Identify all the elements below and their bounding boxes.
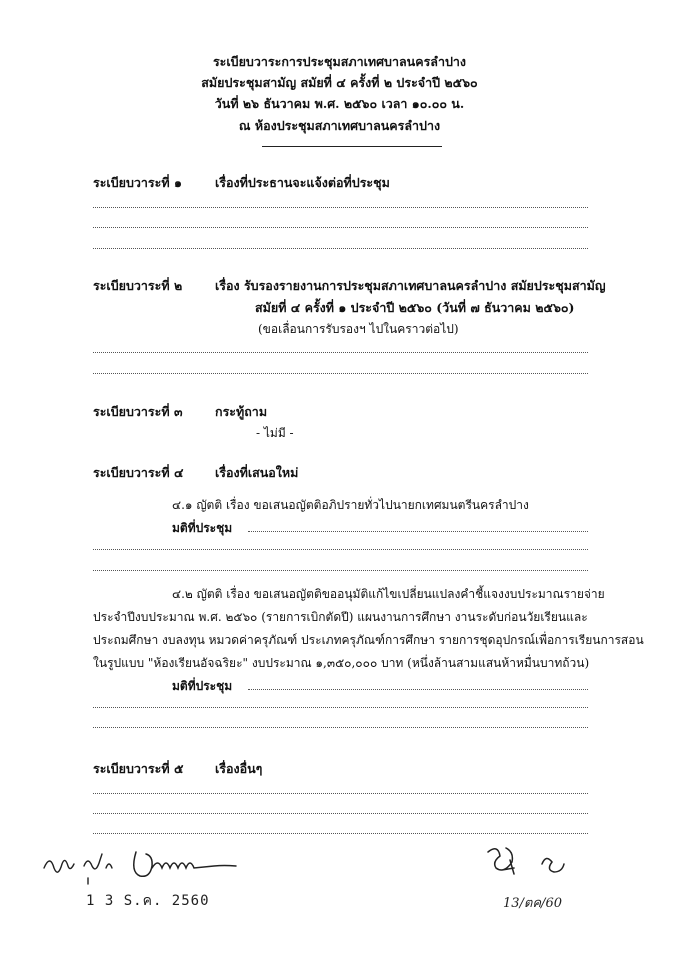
agenda-5-label: ระเบียบวาระที่ ๕	[93, 761, 184, 776]
blank-line	[93, 248, 588, 249]
blank-line	[93, 727, 588, 728]
agenda-2-title: เรื่อง รับรองรายงานการประชุมสภาเทศบาลนครลำปาง สมัยประชุมสามัญ	[215, 278, 606, 293]
agenda-1-label: ระเบียบวาระที่ ๑	[93, 175, 182, 190]
blank-line	[93, 813, 588, 814]
received-date-stamp: 1 3 S.ค. 2560	[86, 893, 210, 909]
agenda-2-title-cont: สมัยที่ ๔ ครั้งที่ ๑ ประจำปี ๒๕๖๐ (วันที่ ๗ ธันวาคม ๒๕๖๐)	[255, 300, 575, 315]
blank-line	[93, 793, 588, 794]
item-4-1-resolution-label: มติที่ประชุม	[172, 521, 233, 535]
item-4-2-line4: ในรูปแบบ "ห้องเรียนอัจฉริยะ" งบประมาณ ๑,๓๕๐,๐๐๐ บาท (หนึ่งล้านสามแสนห้าหมื่นบาทถ้วน)	[93, 656, 590, 670]
item-4-2-line1: ๔.๒ ญัตติ เรื่อง ขอเสนอญัตติขออนุมัติแก้ไขเปลี่ยนแปลงคำชี้แจงงบประมาณรายจ่าย	[172, 587, 605, 601]
blank-line	[93, 833, 588, 834]
blank-line	[93, 227, 588, 228]
header-divider	[262, 146, 442, 147]
blank-line	[248, 531, 588, 532]
item-4-1-text: ๔.๑ ญัตติ เรื่อง ขอเสนอญัตติอภิปรายทั่วไปนายกเทศมนตรีนครลำปาง	[172, 498, 529, 512]
signature-left	[40, 838, 270, 888]
document-title: ระเบียบวาระการประชุมสภาเทศบาลนครลำปาง	[212, 54, 467, 69]
blank-line	[93, 549, 588, 550]
blank-line	[93, 707, 588, 708]
agenda-4-label: ระเบียบวาระที่ ๔	[93, 465, 184, 480]
agenda-2-label: ระเบียบวาระที่ ๒	[93, 278, 183, 293]
item-4-2-line3: ประถมศึกษา งบลงทุน หมวดค่าครุภัณฑ์ ประเภทครุภัณฑ์การศึกษา รายการชุดอุปกรณ์เพื่อการเรียนการสอน	[93, 633, 644, 647]
agenda-3-note: - ไม่มี -	[256, 426, 294, 440]
agenda-5-title: เรื่องอื่นๆ	[215, 761, 263, 776]
agenda-3-title: กระทู้ถาม	[215, 404, 268, 419]
date-time-line: วันที่ ๒๖ ธันวาคม พ.ศ. ๒๕๖๐ เวลา ๑๐.๐๐ น.	[214, 96, 465, 111]
agenda-3-label: ระเบียบวาระที่ ๓	[93, 404, 183, 419]
signature-right	[480, 840, 590, 880]
item-4-2-resolution-label: มติที่ประชุม	[172, 679, 233, 693]
blank-line	[93, 570, 588, 571]
venue-line: ณ ห้องประชุมสภาเทศบาลนครลำปาง	[238, 118, 441, 133]
item-4-2-line2: ประจำปีงบประมาณ พ.ศ. ๒๕๖๐ (รายการเบิกตัดปี) แผนงานการศึกษา งานระดับก่อนวัยเรียนและ	[93, 610, 588, 624]
session-line: สมัยประชุมสามัญ สมัยที่ ๔ ครั้งที่ ๒ ประจำปี ๒๕๖๐	[201, 75, 478, 90]
blank-line	[93, 352, 588, 353]
handwritten-date: 13/ตค/60	[503, 896, 562, 911]
agenda-2-note: (ขอเลื่อนการรับรองฯ ไปในคราวต่อไป)	[258, 322, 459, 336]
agenda-1-title: เรื่องที่ประธานจะแจ้งต่อที่ประชุม	[215, 175, 390, 190]
blank-line	[93, 373, 588, 374]
blank-line	[248, 689, 588, 690]
blank-line	[93, 207, 588, 208]
agenda-4-title: เรื่องที่เสนอใหม่	[215, 465, 299, 480]
